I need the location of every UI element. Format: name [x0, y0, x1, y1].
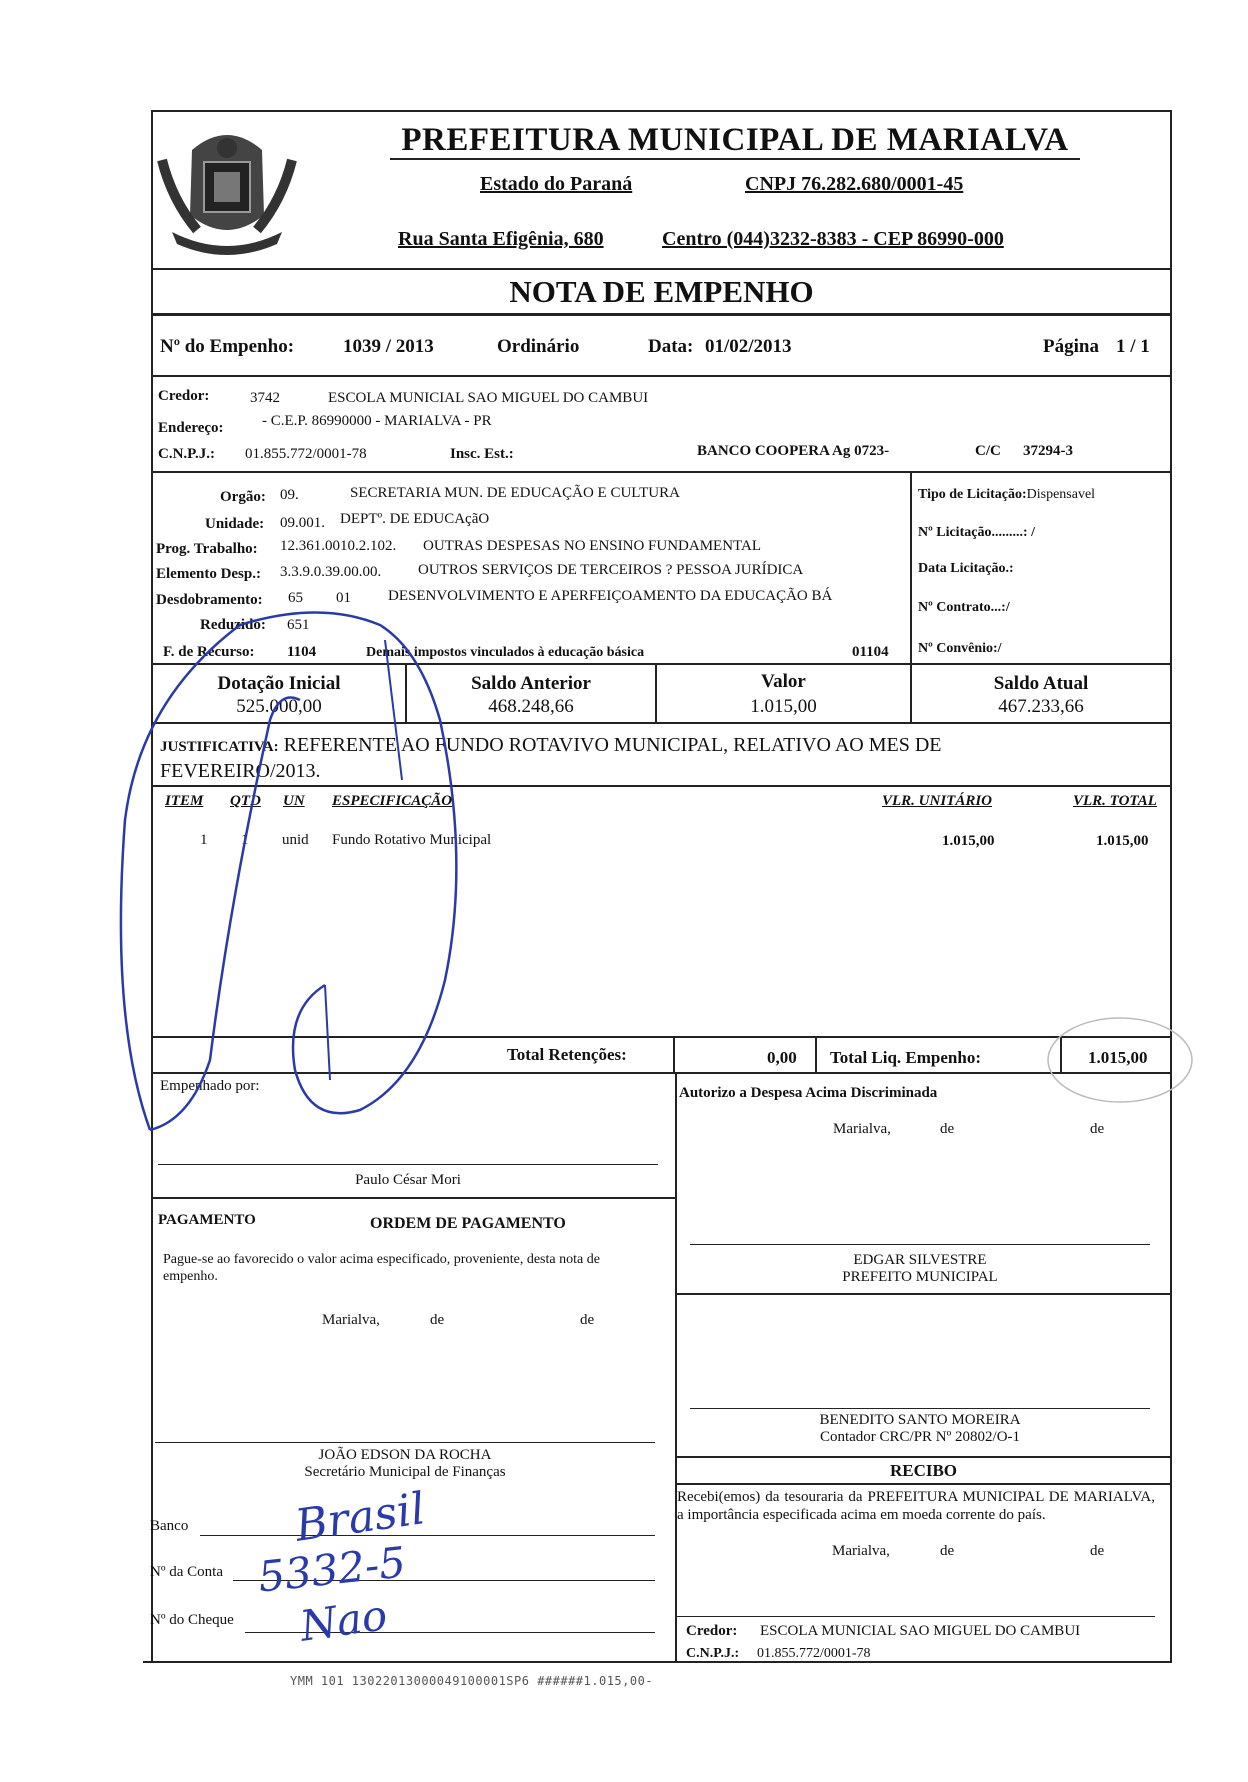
- cc-value: 37294-3: [1023, 443, 1073, 459]
- endereco-label: Endereço:: [158, 420, 224, 436]
- row-qtd: 1: [241, 832, 249, 848]
- divider: [675, 1456, 1172, 1458]
- orgao-label: Orgão:: [220, 489, 266, 505]
- convenio-label: Nº Convênio:/: [918, 641, 1002, 656]
- recibo-de-2: de: [1090, 1543, 1105, 1559]
- banco-label: Banco: [150, 1518, 189, 1534]
- credor-label: Credor:: [158, 388, 210, 404]
- empenho-date-label: Data:: [648, 336, 694, 357]
- divider-vertical: [675, 1072, 677, 1661]
- total-retencoes-label: Total Retenções:: [507, 1045, 627, 1064]
- autorizo-de-2: de: [1090, 1121, 1105, 1137]
- header-un: UN: [283, 793, 305, 809]
- signature-line: [690, 1244, 1150, 1245]
- banco-info: BANCO COOPERA Ag 0723-: [697, 443, 890, 459]
- autorizo-city: Marialva,: [833, 1121, 891, 1137]
- empenhado-nome: Paulo César Mori: [355, 1172, 461, 1188]
- credor-name: ESCOLA MUNICIAL SAO MIGUEL DO CAMBUI: [328, 390, 649, 406]
- secretario-cargo: Secretário Municipal de Finanças: [304, 1464, 506, 1480]
- valor-label: Valor: [761, 671, 806, 692]
- prefeito-cargo: PREFEITO MUNICIPAL: [842, 1269, 998, 1285]
- pagamento-label: PAGAMENTO: [158, 1212, 256, 1228]
- desdobramento-code2: 01: [336, 590, 351, 606]
- empenhado-label: Empenhado por:: [160, 1078, 260, 1094]
- page-label: Página: [1043, 336, 1099, 357]
- recibo-de-1: de: [940, 1543, 955, 1559]
- banco-handwriting: Brasil: [292, 1483, 429, 1552]
- elemento-code: 3.3.9.0.39.00.00.: [280, 564, 382, 580]
- header-vlr-unitario: VLR. UNITÁRIO: [882, 793, 993, 809]
- reduzido-value: 651: [287, 617, 310, 633]
- fonte-code: 1104: [287, 644, 317, 660]
- recibo-city: Marialva,: [832, 1543, 890, 1559]
- justificativa: [160, 733, 942, 783]
- secretario-block: [155, 1447, 655, 1481]
- secretario-nome: JOÃO EDSON DA ROCHA: [318, 1447, 492, 1463]
- valor-value: 1.015,00: [750, 696, 817, 717]
- row-vlr-unitario: 1.015,00: [942, 833, 995, 849]
- cheque-handwriting: Nao: [297, 1590, 391, 1651]
- cnpj-value: 01.855.772/0001-78: [245, 446, 367, 462]
- saldo-atual-value: 467.233,66: [998, 696, 1084, 717]
- divider: [151, 1036, 1172, 1038]
- dotacao-label: Dotação Inicial: [217, 673, 341, 694]
- cc-label: C/C: [975, 443, 1001, 459]
- contact-text: Centro (044)3232-8383 - CEP 86990-000: [662, 228, 1004, 250]
- elemento-desc: OUTROS SERVIÇOS DE TERCEIROS ? PESSOA JURÍDICA: [418, 562, 804, 578]
- pague-de-1: de: [430, 1312, 445, 1328]
- elemento-label: Elemento Desp.:: [156, 566, 261, 582]
- prog-desc: OUTRAS DESPESAS NO ENSINO FUNDAMENTAL: [423, 538, 761, 554]
- tipo-licitacao: [918, 487, 1095, 503]
- fonte-desc: Demais impostos vinculados à educação básica: [366, 645, 645, 660]
- divider-vertical: [1060, 1036, 1062, 1074]
- recibo-credor-label: Credor:: [686, 1623, 738, 1639]
- footer-code: YMM 101 13022013000049100001SP6 ######1.015,00-: [290, 1674, 654, 1688]
- recibo-text: Recebi(emos) da tesouraria da PREFEITURA MUNICIPAL DE MARIALVA, a importância especificada acima em moeda corrente do país.: [677, 1489, 1155, 1523]
- divider: [151, 663, 1172, 665]
- num-licitacao-label: Nº Licitação.........: /: [918, 525, 1035, 540]
- frame-top: [151, 110, 1172, 112]
- divider: [675, 1293, 1172, 1295]
- autorizo-label: Autorizo a Despesa Acima Discriminada: [679, 1085, 938, 1101]
- unidade-label: Unidade:: [205, 516, 265, 532]
- empenho-num-value: 1039 / 2013: [343, 336, 434, 357]
- pague-city: Marialva,: [322, 1312, 380, 1328]
- unidade-desc: DEPTº. DE EDUCAçãO: [340, 511, 490, 527]
- empenho-num-label: Nº do Empenho:: [160, 336, 295, 357]
- empenho-date-value: 01/02/2013: [705, 336, 792, 357]
- prog-code: 12.361.0010.2.102.: [280, 538, 397, 554]
- orgao-code: 09.: [280, 487, 299, 503]
- divider: [151, 1197, 676, 1199]
- desdobramento-code1: 65: [288, 590, 303, 606]
- saldo-atual-label: Saldo Atual: [993, 673, 1089, 694]
- desdobramento-label: Desdobramento:: [156, 592, 263, 608]
- total-liq-value: 1.015,00: [1088, 1048, 1148, 1067]
- divider: [151, 1072, 1172, 1074]
- saldo-anterior-value: 468.248,66: [488, 696, 574, 717]
- empenho-type: Ordinário: [497, 336, 580, 357]
- page-value: 1 / 1: [1116, 336, 1150, 357]
- endereco-value: - C.E.P. 86990000 - MARIALVA - PR: [262, 413, 492, 429]
- pague-text: Pague-se ao favorecido o valor acima especificado, proveniente, desta nota de empenho.: [163, 1252, 600, 1284]
- frame-bottom: [143, 1661, 1172, 1663]
- row-especificacao: Fundo Rotativo Municipal: [332, 832, 492, 848]
- fonte-code2: 01104: [852, 644, 889, 660]
- total-retencoes-value: 0,00: [767, 1048, 797, 1067]
- divider: [151, 471, 1172, 473]
- signature-line: [155, 1442, 655, 1443]
- row-item: 1: [200, 832, 208, 848]
- autorizo-de-1: de: [940, 1121, 955, 1137]
- conta-handwriting: 5332-5: [255, 1537, 408, 1602]
- header-vlr-total: VLR. TOTAL: [1073, 793, 1157, 809]
- recibo-credor-value: ESCOLA MUNICIAL SAO MIGUEL DO CAMBUI: [760, 1623, 1081, 1639]
- cheque-label: Nº do Cheque: [150, 1612, 234, 1628]
- header-qtd: QTD: [230, 793, 261, 809]
- recibo-cnpj-label: C.N.P.J.:: [686, 1646, 740, 1661]
- divider: [151, 313, 1172, 316]
- row-vlr-total: 1.015,00: [1096, 833, 1149, 849]
- signature-line: [677, 1616, 1155, 1617]
- total-liq-label: Total Liq. Empenho:: [830, 1048, 981, 1067]
- address-text: Rua Santa Efigênia, 680: [398, 228, 604, 250]
- contrato-label: Nº Contrato...:/: [918, 600, 1010, 615]
- header-item: ITEM: [165, 793, 204, 809]
- desdobramento-desc: DESENVOLVIMENTO E APERFEIÇOAMENTO DA EDUCAÇÃO BÁ: [388, 588, 833, 604]
- doc-title: NOTA DE EMPENHO: [509, 274, 814, 309]
- divider-vertical: [673, 1036, 675, 1074]
- divider: [151, 785, 1172, 787]
- signature-line: [158, 1164, 658, 1165]
- pague-de-2: de: [580, 1312, 595, 1328]
- row-un: unid: [282, 832, 309, 848]
- tipo-licitacao-value: Dispensavel: [1026, 487, 1096, 502]
- orgao-desc: SECRETARIA MUN. DE EDUCAÇÃO E CULTURA: [350, 485, 680, 501]
- prog-label: Prog. Trabalho:: [156, 541, 258, 557]
- contador-block: [690, 1412, 1150, 1446]
- divider: [675, 1483, 1172, 1485]
- divider: [151, 722, 1172, 724]
- cnpj-header: CNPJ 76.282.680/0001-45: [745, 173, 964, 195]
- divider-vertical: [815, 1036, 817, 1074]
- cnpj-label: C.N.P.J.:: [158, 446, 215, 462]
- credor-code: 3742: [250, 390, 280, 406]
- insc-label: Insc. Est.:: [450, 446, 514, 462]
- recibo-cnpj-value: 01.855.772/0001-78: [757, 1646, 871, 1661]
- dotacao-value: 525.000,00: [236, 696, 322, 717]
- fonte-label: F. de Recurso:: [163, 644, 255, 660]
- signature-line: [690, 1408, 1150, 1409]
- coat-of-arms-logo: [152, 120, 302, 265]
- reduzido-label: Reduzido:: [200, 617, 266, 633]
- header-especificacao: ESPECIFICAÇÃO: [332, 793, 453, 809]
- unidade-code: 09.001.: [280, 515, 325, 531]
- contador-nome: BENEDITO SANTO MOREIRA: [819, 1412, 1021, 1428]
- tipo-licitacao-label: Tipo de Licitação:: [918, 487, 1027, 502]
- frame-left: [151, 110, 153, 1663]
- recibo-label: RECIBO: [889, 1461, 958, 1480]
- justificativa-text1: REFERENTE AO FUNDO ROTAVIVO MUNICIPAL, RELATIVO AO MES DE: [283, 734, 942, 756]
- contador-cargo: Contador CRC/PR Nº 20802/O-1: [819, 1429, 1021, 1445]
- conta-label: Nº da Conta: [150, 1564, 223, 1580]
- prefeito-block: [690, 1252, 1150, 1286]
- title-underline: [390, 158, 1080, 160]
- ordem-pagamento-label: ORDEM DE PAGAMENTO: [370, 1215, 566, 1232]
- banco-line: [200, 1535, 655, 1536]
- divider: [151, 375, 1172, 377]
- data-licitacao-label: Data Licitação.:: [918, 561, 1014, 576]
- state-text: Estado do Paraná: [480, 173, 633, 195]
- city-title: PREFEITURA MUNICIPAL DE MARIALVA: [401, 122, 1069, 158]
- divider-vertical: [910, 471, 912, 664]
- justificativa-text2: FEVEREIRO/2013.: [160, 760, 321, 782]
- prefeito-nome: EDGAR SILVESTRE: [853, 1252, 987, 1268]
- justificativa-label: JUSTIFICATIVA:: [160, 739, 279, 755]
- frame-right: [1170, 110, 1172, 1663]
- divider: [151, 268, 1172, 270]
- saldo-anterior-label: Saldo Anterior: [471, 673, 591, 694]
